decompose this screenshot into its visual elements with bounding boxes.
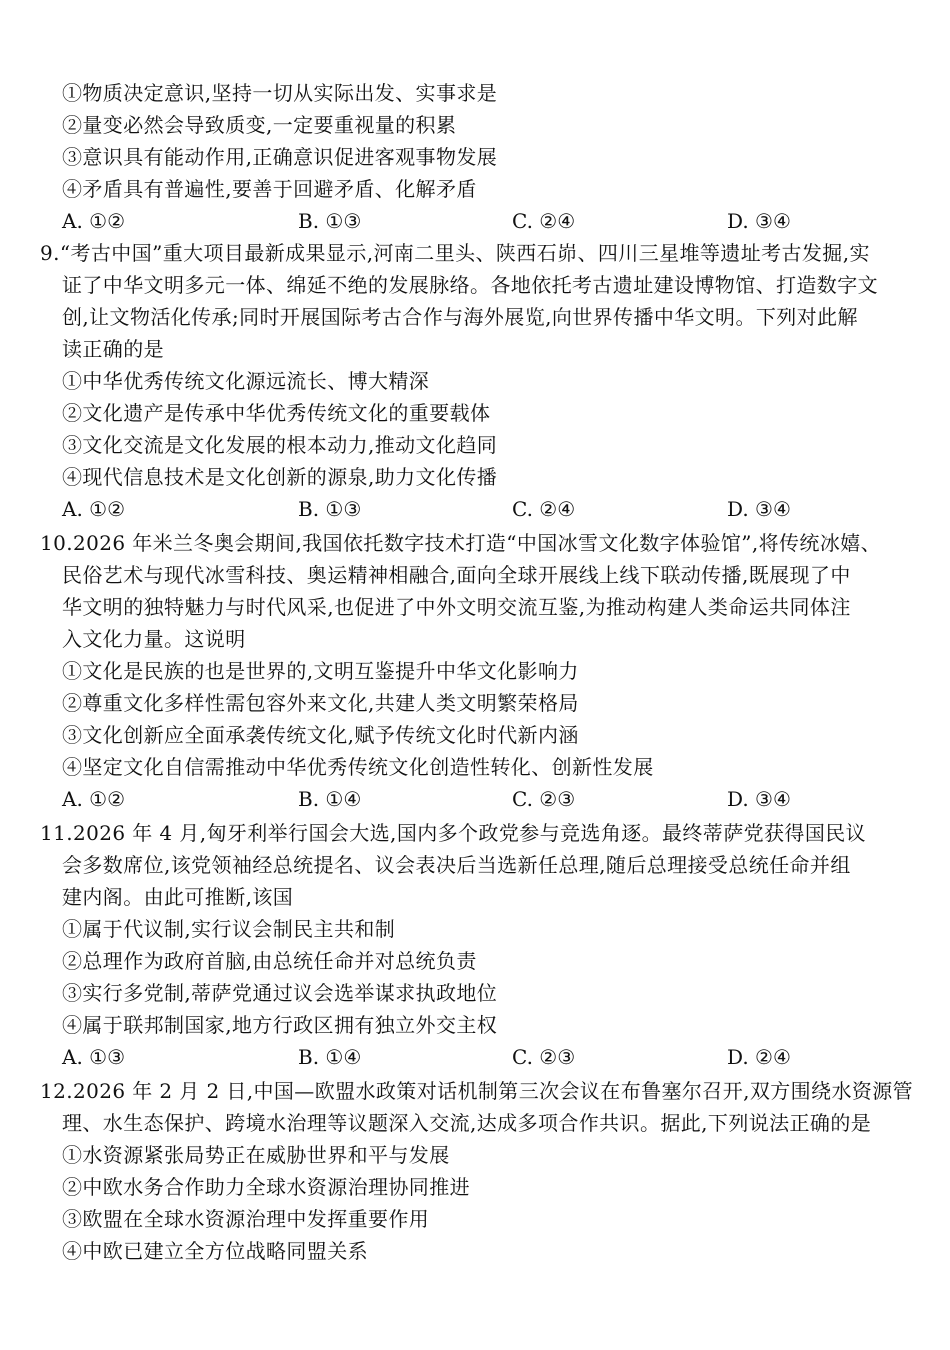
q12-stem-line-1: 12.2026 年 2 月 2 日,中国—欧盟水政策对话机制第三次会议在布鲁塞尔召开,双方围绕水资源管 — [40, 1079, 914, 1103]
q12-stem-line-2: 理、水生态保护、跨境水治理等议题深入交流,达成多项合作共识。据此,下列说法正确的是 — [62, 1111, 872, 1135]
q11-choice-a: A. ①③ — [62, 1045, 126, 1069]
q10-option-2: ②尊重文化多样性需包容外来文化,共建人类文明繁荣格局 — [62, 691, 579, 715]
q9-stem-line-4: 读正确的是 — [62, 337, 164, 361]
q12-option-4: ④中欧已建立全方位战略同盟关系 — [62, 1239, 368, 1263]
q8-choice-c: C. ②④ — [512, 209, 576, 233]
q9-choice-b: B. ①③ — [298, 497, 362, 521]
q11-choices — [62, 1041, 920, 1073]
q10-choice-b: B. ①④ — [298, 787, 362, 811]
q11-stem-line-2: 会多数席位,该党领袖经总统提名、议会表决后当选新任总理,随后总理接受总统任命并组 — [62, 853, 851, 877]
q9-option-3: ③文化交流是文化发展的根本动力,推动文化趋同 — [62, 433, 498, 457]
q10-choice-d: D. ③④ — [727, 787, 791, 811]
q10-choice-c: C. ②③ — [512, 787, 576, 811]
q8-choice-a: A. ①② — [62, 209, 126, 233]
q8-choices — [62, 205, 920, 237]
q9-choices — [62, 493, 920, 525]
q8-choice-d: D. ③④ — [727, 209, 791, 233]
q10-option-4: ④坚定文化自信需推动中华优秀传统文化创造性转化、创新性发展 — [62, 755, 654, 779]
q12-option-1: ①水资源紧张局势正在威胁世界和平与发展 — [62, 1143, 450, 1167]
q8-option-2: ②量变必然会导致质变,一定要重视量的积累 — [62, 113, 457, 137]
q11-option-2: ②总理作为政府首脑,由总统任命并对总统负责 — [62, 949, 477, 973]
q11-choice-d: D. ②④ — [727, 1045, 791, 1069]
q10-stem-line-3: 华文明的独特魅力与时代风采,也促进了中外文明交流互鉴,为推动构建人类命运共同体注 — [62, 595, 851, 619]
q11-option-3: ③实行多党制,蒂萨党通过议会选举谋求执政地位 — [62, 981, 498, 1005]
q10-option-3: ③文化创新应全面承袭传统文化,赋予传统文化时代新内涵 — [62, 723, 579, 747]
q9-option-4: ④现代信息技术是文化创新的源泉,助力文化传播 — [62, 465, 498, 489]
q9-choice-d: D. ③④ — [727, 497, 791, 521]
q12-option-3: ③欧盟在全球水资源治理中发挥重要作用 — [62, 1207, 430, 1231]
q9-option-1: ①中华优秀传统文化源远流长、博大精深 — [62, 369, 430, 393]
q8-option-3: ③意识具有能动作用,正确意识促进客观事物发展 — [62, 145, 498, 169]
q10-choices — [62, 783, 920, 815]
q9-stem-line-2: 证了中华文明多元一体、绵延不绝的发展脉络。各地依托考古遗址建设博物馆、打造数字文 — [62, 273, 878, 297]
q10-stem-line-2: 民俗艺术与现代冰雪科技、奥运精神相融合,面向全球开展线上线下联动传播,既展现了中 — [62, 563, 851, 587]
q8-choice-b: B. ①③ — [298, 209, 362, 233]
q8-option-1: ①物质决定意识,坚持一切从实际出发、实事求是 — [62, 81, 498, 105]
q11-stem-line-1: 11.2026 年 4 月,匈牙利举行国会大选,国内多个政党参与竞选角逐。最终蒂萨党获得国民议 — [40, 821, 867, 845]
q11-choice-b: B. ①④ — [298, 1045, 362, 1069]
q9-stem-line-1: 9.“考古中国”重大项目最新成果显示,河南二里头、陕西石峁、四川三星堆等遗址考古发掘,实 — [40, 241, 870, 265]
q9-stem-line-3: 创,让文物活化传承;同时开展国际考古合作与海外展览,向世界传播中华文明。下列对此解 — [62, 305, 858, 329]
q12-option-2: ②中欧水务合作助力全球水资源治理协同推进 — [62, 1175, 470, 1199]
q9-option-2: ②文化遗产是传承中华优秀传统文化的重要载体 — [62, 401, 491, 425]
q10-stem-line-4: 入文化力量。这说明 — [62, 627, 246, 651]
q9-choice-c: C. ②④ — [512, 497, 576, 521]
q10-option-1: ①文化是民族的也是世界的,文明互鉴提升中华文化影响力 — [62, 659, 579, 683]
q11-option-1: ①属于代议制,实行议会制民主共和制 — [62, 917, 396, 941]
q9-choice-a: A. ①② — [62, 497, 126, 521]
q10-choice-a: A. ①② — [62, 787, 126, 811]
q11-stem-line-3: 建内阁。由此可推断,该国 — [62, 885, 294, 909]
q11-choice-c: C. ②③ — [512, 1045, 576, 1069]
q10-stem-line-1: 10.2026 年米兰冬奥会期间,我国依托数字技术打造“中国冰雪文化数字体验馆”,将传统冰嬉、 — [40, 531, 882, 555]
q8-option-4: ④矛盾具有普遍性,要善于回避矛盾、化解矛盾 — [62, 177, 477, 201]
q11-option-4: ④属于联邦制国家,地方行政区拥有独立外交主权 — [62, 1013, 498, 1037]
